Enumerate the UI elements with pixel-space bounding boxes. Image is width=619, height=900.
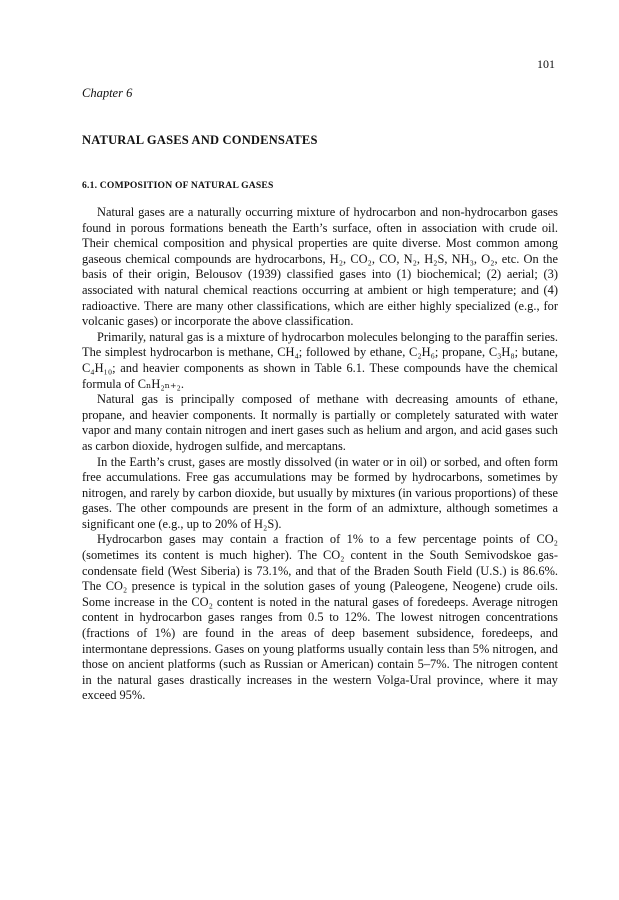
paragraph-paraffin-series: Primarily, natural gas is a mixture of hydrocarbon molecules belonging to the paraffin series. The simplest hydrocarbon is methane, CH₄; followed by ethane, C₂H₆; propane, C₃H₈; butane, C₄H₁₀; and heavier components as shown in Table 6.1. These compounds have the chemical formula of CₙH₂ₙ₊₂. xyxy=(82,329,558,391)
paragraph-methane-content: Natural gas is principally composed of methane with decreasing amounts of ethane, propane, and heavier components. It normally is partially or completely saturated with water vapor and many contain nitrogen and inert gases such as helium and argon, and acid gases such as carbon dioxide, hydrogen sulfide, and mercaptans. xyxy=(82,392,558,453)
section-heading: 6.1. COMPOSITION OF NATURAL GASES xyxy=(82,180,274,191)
paragraph-co2-nitrogen: Hydrocarbon gases may contain a fraction of 1% to a few percentage points of CO₂ (sometimes its content is much higher). The CO₂ content in the South Semivodskoe gas-condensate field (West Siberia) is 73.1%, and that of the Braden South Field (U.S.) is 86.6%. The CO₂ presence is typical in the solution gases of young (Paleogene, Neogene) crude oils. Some increase in the CO₂ content is noted in the natural gases of foredeeps. Average nitrogen content in hydrocarbon gases ranges from 0.5 to 12%. The lowest nitrogen concentrations (fractions of 1%) are found in the areas of deep basement subsidence, foredeeps, and intermontane depressions. Gases on young platforms usually contain less than 5% nitrogen, and those on ancient platforms (such as Russian or American) contain 5–7%. The nitrogen content in the natural gases drastically increases in the western Volga-Ural province, where it may exceed 95%. xyxy=(82,532,558,703)
paragraph-earths-crust: In the Earth’s crust, gases are mostly dissolved (in water or in oil) or sorbed, and often form free accumulations. Free gas accumulations may be formed by hydrocarbons, sometimes by nitrogen, and rarely by carbon dioxide, but usually by mixtures (in various proportions) of these gases. The other compounds are present in the form of an admixture, although sometimes a significant one (e.g., up to 20% of H₂S). xyxy=(82,454,558,531)
paragraph-composition: Natural gases are a naturally occurring mixture of hydrocarbon and non-hydrocarbon gases found in porous formations beneath the Earth’s surface, often in association with crude oil. Their chemical composition and physical properties are quite diverse. Most common among gaseous chemical compounds are hydrocarbons, H₂, CO₂, CO, N₂, H₂S, NH₃, O₂, etc. On the basis of their origin, Belousov (1939) classified gases into (1) biochemical; (2) aerial; (3) associated with natural chemical reactions occurring at ambient or high temperature; and (4) radioactive. There are many other classifications, which are either highly specialized (e.g., for volcanic gases) or incorporate the above classification. xyxy=(82,205,558,329)
page-number: 101 xyxy=(537,57,555,71)
chapter-label: Chapter 6 xyxy=(82,86,133,100)
body-text xyxy=(82,205,558,704)
chapter-title: NATURAL GASES AND CONDENSATES xyxy=(82,133,318,147)
